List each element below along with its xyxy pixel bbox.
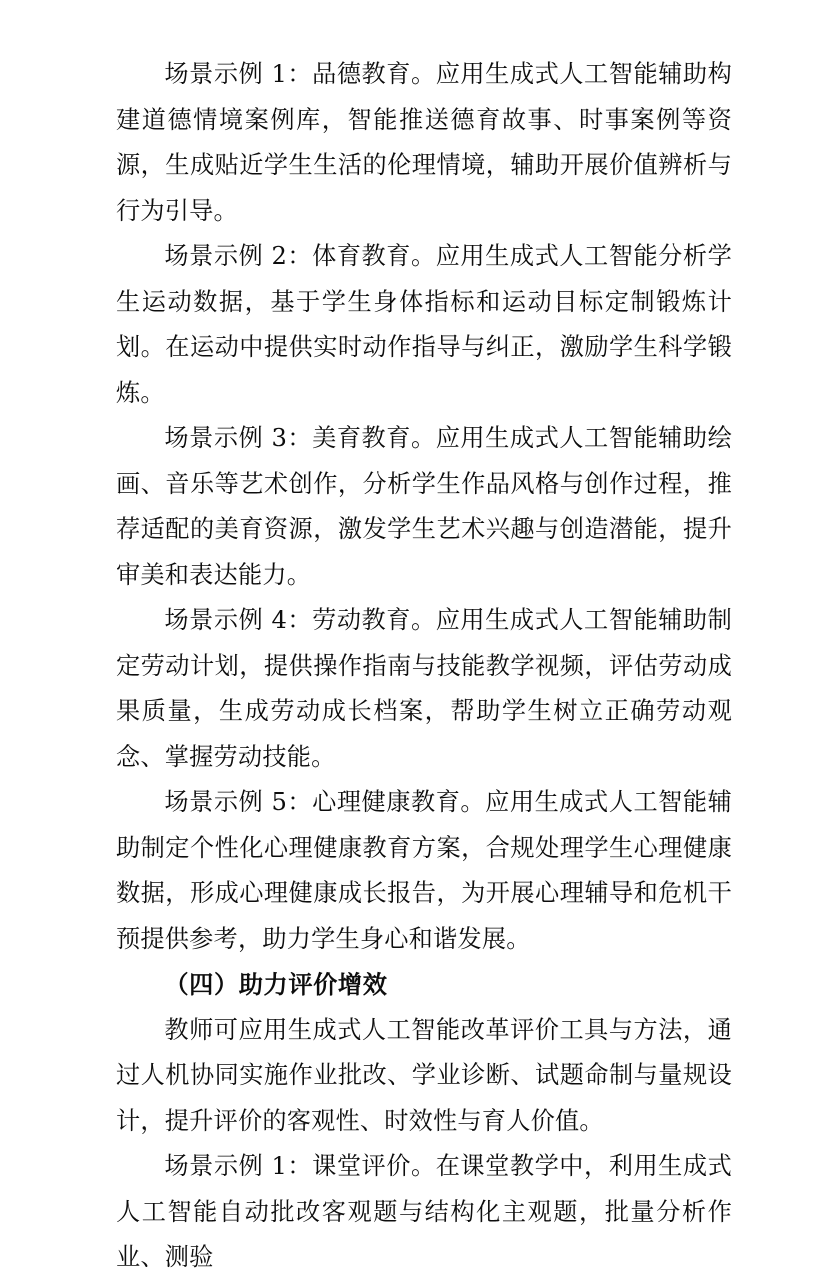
paragraph-scene-example-1-moral-education: 场景示例 1：品德教育。应用生成式人工智能辅助构建道德情境案例库，智能推送德育故事、时事案例等资源，生成贴近学生生活的伦理情境，辅助开展价值辨析与行为引导。 xyxy=(116,60,732,225)
section-heading-four: （四）助力评价增效 xyxy=(164,970,388,999)
paragraph-scene-example-2-physical-education: 场景示例 2：体育教育。应用生成式人工智能分析学生运动数据，基于学生身体指标和运动目标定制锻炼计划。在运动中提供实时动作指导与纠正，激励学生科学锻炼。 xyxy=(116,242,732,407)
paragraph-evaluation-intro: 教师可应用生成式人工智能改革评价工具与方法，通过人机协同实施作业批改、学业诊断、试题命制与量规设计，提升评价的客观性、时效性与育人价值。 xyxy=(116,1015,732,1135)
document-body xyxy=(116,52,732,1281)
paragraph-scene-example-3-aesthetic-education: 场景示例 3：美育教育。应用生成式人工智能辅助绘画、音乐等艺术创作，分析学生作品风格与创作过程，推荐适配的美育资源，激发学生艺术兴趣与创造潜能，提升审美和表达能力。 xyxy=(116,424,732,589)
paragraph-scene-example-1-classroom-evaluation: 场景示例 1：课堂评价。在课堂教学中，利用生成式人工智能自动批改客观题与结构化主观题，批量分析作业、测验 xyxy=(116,1152,732,1271)
paragraph-scene-example-4-labor-education: 场景示例 4：劳动教育。应用生成式人工智能辅助制定劳动计划，提供操作指南与技能教学视频，评估劳动成果质量，生成劳动成长档案，帮助学生树立正确劳动观念、掌握劳动技能。 xyxy=(116,606,732,771)
paragraph-scene-example-5-mental-health-education: 场景示例 5：心理健康教育。应用生成式人工智能辅助制定个性化心理健康教育方案，合规处理学生心理健康数据，形成心理健康成长报告，为开展心理辅导和危机干预提供参考，助力学生身心和谐发展。 xyxy=(116,788,732,953)
